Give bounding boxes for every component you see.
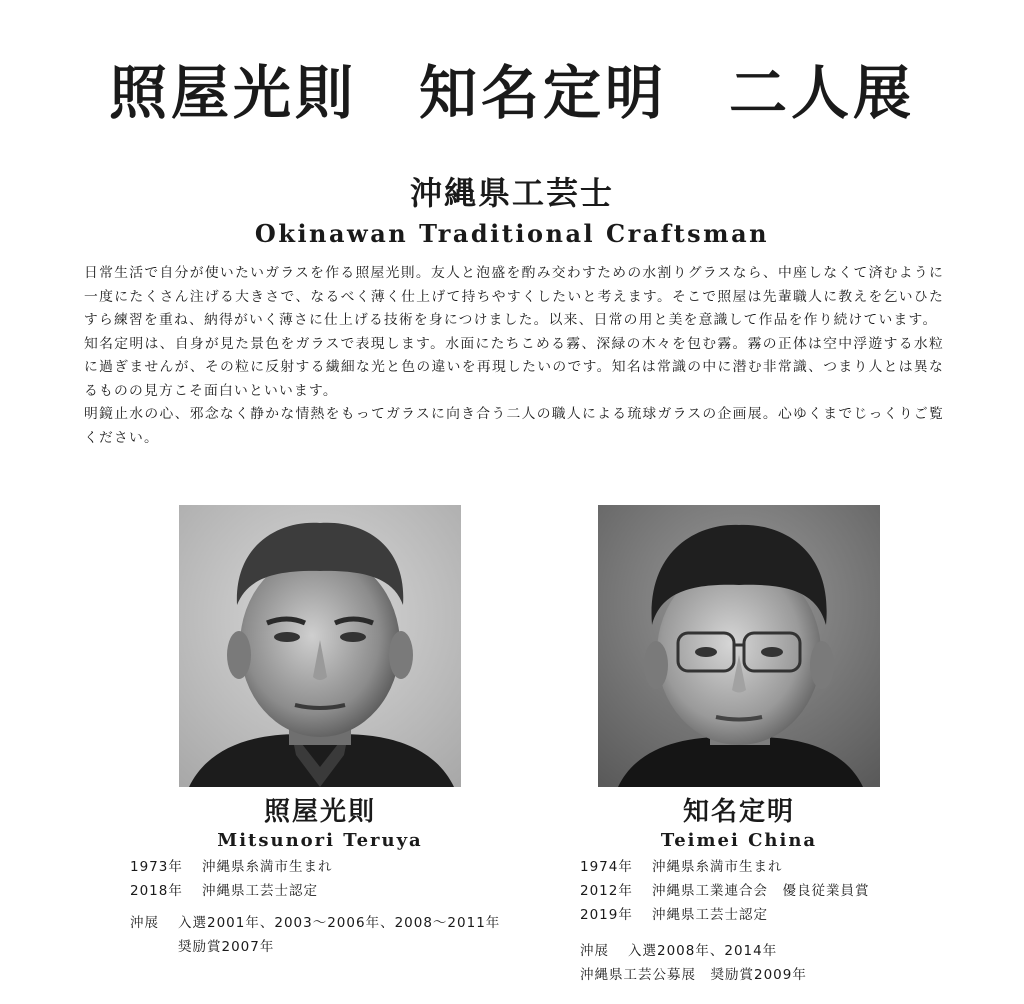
bio-row [580,904,1000,928]
bio-text: 沖縄県工芸士認定 [652,907,768,923]
bio-text: 沖縄県工芸士認定 [202,883,318,899]
subtitle-english: Okinawan Traditional Craftsman [254,219,770,248]
bio-text: 沖縄県糸満市生まれ [652,859,783,875]
artist-name-china: 知名定明 [682,797,795,827]
portrait-teruya [179,505,461,787]
bio-text: 入選2008年、2014年 [628,943,778,959]
bio-china [580,856,1000,988]
bio-year: 2012年 [580,883,633,899]
bio-row [580,880,1000,904]
intro-paragraph-1: 日常生活で自分が使いたいガラスを作る照屋光則。友人と泡盛を酌み交わすための水割りグラスなら、中座しなくて済むように一度にたくさん注げる大きさで、なるべく薄く仕上げて持ちやすくしたいと考えます。そこで照屋は先輩職人に教えを乞いひたすら練習を重ね、納得がいく薄さに仕上げる技術を身につけました。以来、日常の用と美を意識して作品を作り続けています。 [84,265,944,328]
intro-paragraph-2: 知名定明は、自身が見た景色をガラスで表現します。水面にたちこめる霧、深緑の木々を包む霧。霧の正体は空中浮遊する水粒に過ぎませんが、その粒に反射する繊細な光と色の違いを再現したいのです。知名は常識の中に潜む非常識、つまり人とは異なるものの見方こそ面白いといいます。 [84,335,944,399]
bio-year: 1973年 [130,859,183,875]
bio-text: 入選2001年、2003～2006年、2008～2011年 [178,915,501,931]
bio-category: 沖展 [130,915,159,931]
bio-category: 沖展 [580,943,609,959]
intro-paragraph-3: 明鏡止水の心、邪念なく静かな情熱をもってガラスに向き合う二人の職人による琉球ガラスの企画展。心ゆくまでじっくりご覧ください。 [84,406,944,446]
bio-teruya [130,856,550,960]
bio-row [130,912,550,936]
bio-row [130,936,550,960]
bio-row [580,964,1000,988]
artist-name-china-english: Teimei China [660,830,818,851]
intro-text [84,262,944,450]
bio-text: 沖縄県工芸公募展 奨励賞2009年 [580,967,807,983]
artist-name-teruya: 照屋光則 [263,797,376,827]
bio-year: 2018年 [130,883,183,899]
bio-text: 沖縄県糸満市生まれ [202,859,333,875]
bio-row [580,856,1000,880]
bio-row [580,940,1000,964]
bio-row [130,856,550,880]
bio-text: 沖縄県工業連合会 優良従業員賞 [652,883,870,899]
bio-year: 2019年 [580,907,633,923]
subtitle: 沖縄県工芸士 [409,174,614,212]
portrait-china [598,505,880,787]
page-title: 照屋光則 知名定明 二人展 [108,59,915,127]
bio-text: 奨励賞2007年 [178,939,275,955]
bio-year: 1974年 [580,859,633,875]
artist-name-teruya-english: Mitsunori Teruya [217,830,423,851]
bio-row [130,880,550,904]
